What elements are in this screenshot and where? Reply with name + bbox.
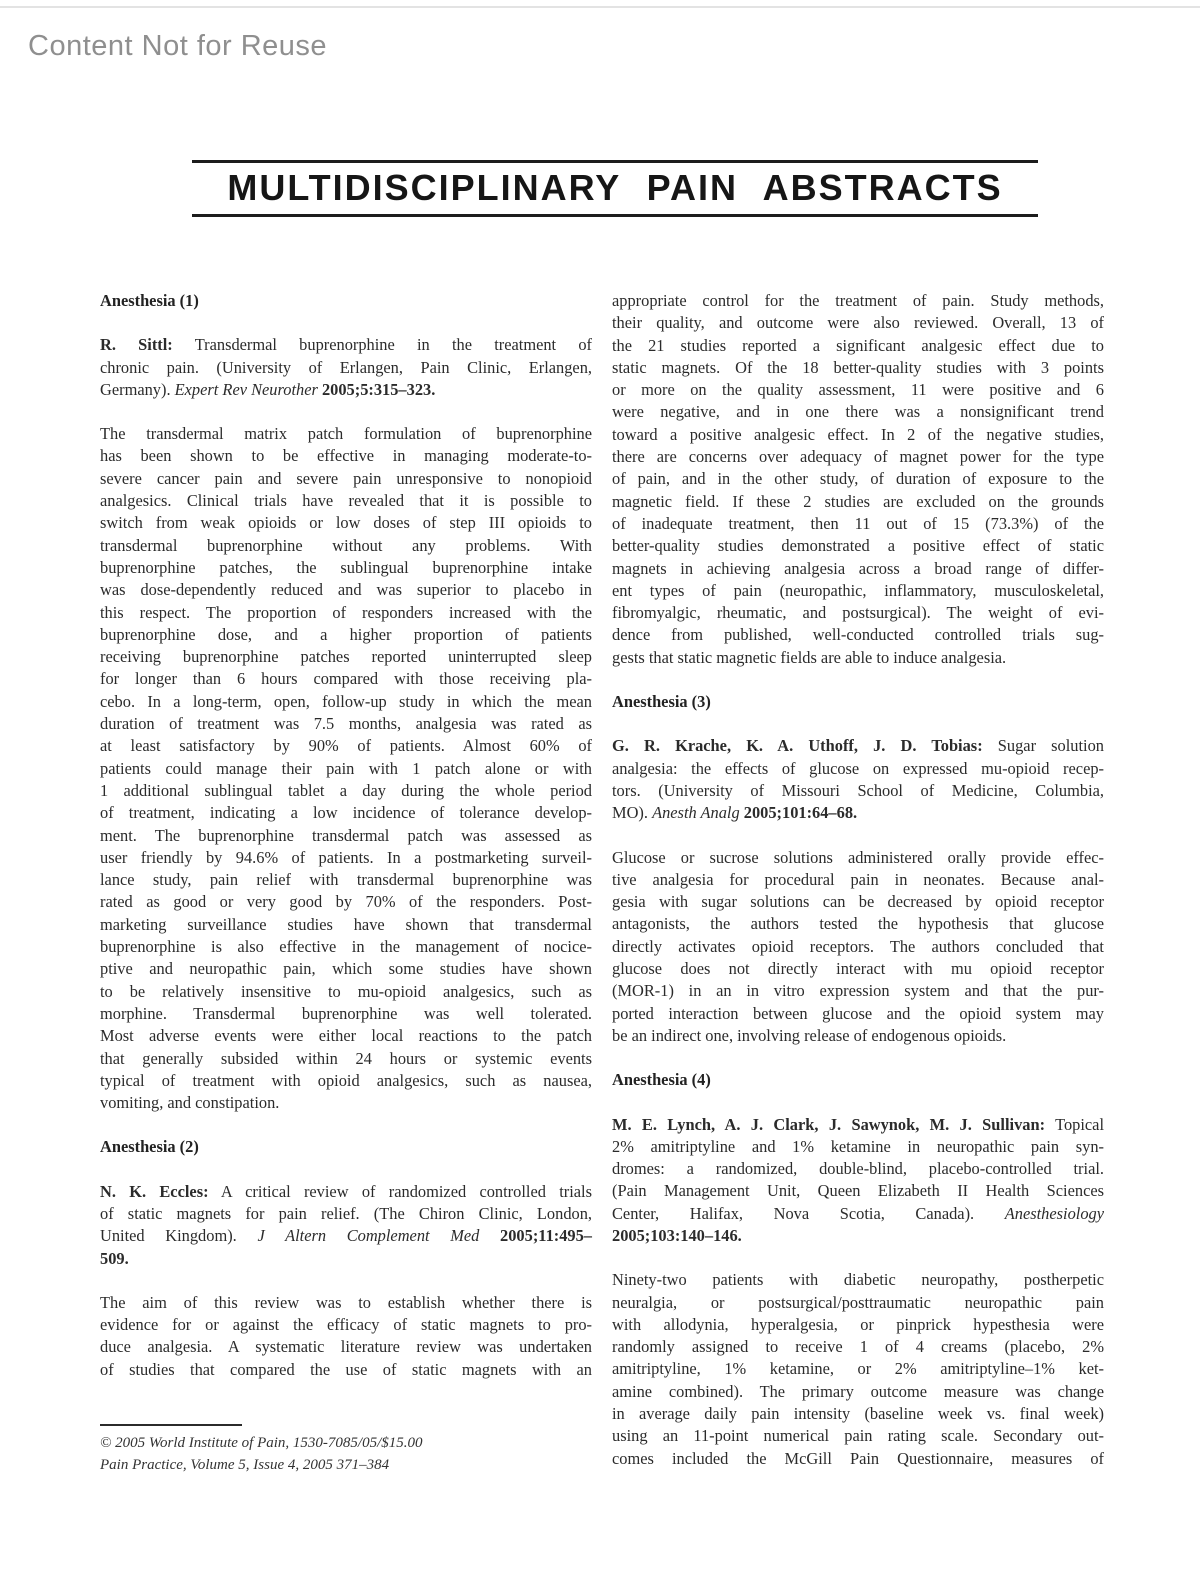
text-line: The aim of this review was to establish whether there is [100,1292,592,1312]
text-line: cebo. In a long-term, open, follow-up study in which the mean [100,691,592,711]
text-line: using an 11-point numerical pain rating scale. Secondary out- [612,1426,1104,1446]
text-line: marketing surveillance studies have shown that transdermal [100,914,592,934]
text-line: gesia with sugar solutions can be decreased by opioid receptor [612,892,1104,912]
text-line: receiving buprenorphine patches reported uninterrupted sleep [100,647,592,667]
text-line: lance study, pain relief with transdermal buprenorphine was [100,870,592,890]
paragraph [612,1269,1104,1470]
text-line: typical of treatment with opioid analgesics, such as nausea, [100,1070,592,1090]
text-line: antagonists, the authors tested the hypothesis that glucose [612,914,1104,934]
text-line: neuralgia, or postsurgical/posttraumatic neuropathic pain [612,1292,1104,1312]
title-rule-bottom [192,214,1038,217]
paragraph [100,1292,592,1381]
text-line: of treatment, indicating a low incidence of tolerance develop- [100,803,592,823]
paragraph [612,1114,1104,1248]
text-line: Center, Halifax, Nova Scotia, Canada). Anesthesiology [612,1203,1104,1223]
text-line: G. R. Krache, K. A. Uthoff, J. D. Tobias: Sugar solution [612,736,1104,756]
text-line: amitriptyline, 1% ketamine, or 2% amitriptyline–1% ket- [612,1359,1104,1379]
text-line: vomiting, and constipation. [100,1093,280,1113]
text-line: this respect. The proportion of responders increased with the [100,602,592,622]
paragraph [100,334,592,401]
text-line: analgesia: the effects of glucose on expressed mu-opioid recep- [612,758,1104,778]
text-line: evidence for or against the efficacy of static magnets to pro- [100,1315,592,1335]
text-line: The transdermal matrix patch formulation of buprenorphine [100,424,592,444]
text-line: static magnets. Of the 18 better-quality studies with 3 points [612,357,1104,377]
left-column [100,290,592,1381]
text-line: severe cancer pain and severe pain unresponsive to nonopioid [100,468,592,488]
text-line: duration of treatment was 7.5 months, analgesia was rated as [100,714,592,734]
text-line: R. Sittl: Transdermal buprenorphine in the treatment of [100,335,592,355]
text-line: buprenorphine is also effective in the management of nocice- [100,937,592,957]
text-line: toward a positive analgesic effect. In 2 of the negative studies, [612,424,1104,444]
text-line: chronic pain. (University of Erlangen, Pain Clinic, Erlangen, [100,357,592,377]
text-line: 2005;103:140–146. [612,1225,742,1245]
text-line: 509. [100,1248,129,1268]
footnote-rule [100,1424,242,1426]
section-heading: Anesthesia (2) [100,1137,199,1157]
text-line: was dose-dependently reduced and was superior to placebo in [100,580,592,600]
text-line: ptive and neuropathic pain, which some studies have shown [100,959,592,979]
text-line: in average daily pain intensity (baseline week vs. final week) [612,1404,1104,1424]
text-line: there are concerns over adequacy of magnet power for the type [612,447,1104,467]
text-line: of studies that compared the use of static magnets with an [100,1359,592,1379]
text-line: switch from weak opioids or low doses of step III opioids to [100,513,592,533]
text-line: of static magnets for pain relief. (The Chiron Clinic, London, [100,1203,592,1223]
text-line: to be relatively insensitive to mu-opioid analgesics, such as [100,981,592,1001]
text-line: MO). Anesth Analg 2005;101:64–68. [612,803,858,823]
text-line: magnetic field. If these 2 studies are excluded on the grounds [612,491,1104,511]
text-line: at least satisfactory by 90% of patients. Almost 60% of [100,736,592,756]
section-heading: Anesthesia (4) [612,1070,711,1090]
text-line: that generally subsided within 24 hours or systemic events [100,1048,592,1068]
paragraph [612,847,1104,1048]
text-line: M. E. Lynch, A. J. Clark, J. Sawynok, M. J. Sullivan: Topical [612,1114,1104,1134]
text-line: magnets in achieving analgesia across a broad range of differ- [612,558,1104,578]
title-banner [192,160,1038,217]
page-top-edge [0,6,1200,8]
text-line: 1 additional sublingual tablet a day during the whole period [100,780,592,800]
text-line: buprenorphine patches, the sublingual buprenorphine intake [100,557,592,577]
text-line: the 21 studies reported a significant analgesic effect due to [612,335,1104,355]
section-heading: Anesthesia (3) [612,692,711,712]
text-line: N. K. Eccles: A critical review of randomized controlled trials [100,1181,592,1201]
text-line: ment. The buprenorphine transdermal patch was assessed as [100,825,592,845]
text-line: their quality, and outcome were also reviewed. Overall, 13 of [612,313,1104,333]
paragraph [612,735,1104,824]
text-line: be an indirect one, involving release of endogenous opioids. [612,1025,1007,1045]
text-line: morphine. Transdermal buprenorphine was well tolerated. [100,1003,592,1023]
text-line: ent types of pain (neuropathic, inflammatory, musculoskeletal, [612,580,1104,600]
page-title: MULTIDISCIPLINARY PAIN ABSTRACTS [227,167,1003,208]
text-line: were negative, and in one there was a nonsignificant trend [612,402,1104,422]
text-line: user friendly by 94.6% of patients. In a postmarketing surveil- [100,847,592,867]
section-heading: Anesthesia (1) [100,291,199,310]
text-line: transdermal buprenorphine without any problems. With [100,535,592,555]
text-line: has been shown to be effective in managing moderate-to- [100,446,592,466]
paragraph [100,1181,592,1270]
text-line: randomly assigned to receive 1 of 4 creams (placebo, 2% [612,1337,1104,1357]
text-line: with allodynia, hyperalgesia, or pinprick hypesthesia were [612,1314,1104,1334]
text-line: better-quality studies demonstrated a positive effect of static [612,536,1104,556]
journal-line: Pain Practice, Volume 5, Issue 4, 2005 371–384 [100,1456,390,1473]
text-line: tors. (University of Missouri School of Medicine, Columbia, [612,780,1104,800]
text-line: (Pain Management Unit, Queen Elizabeth II Health Sciences [612,1181,1104,1201]
paragraph [100,423,592,1114]
text-line: comes included the McGill Pain Questionnaire, measures of [612,1448,1104,1468]
text-line: fibromyalgic, rheumatic, and postsurgical). The weight of evi- [612,603,1104,623]
text-line: ported interaction between glucose and the opioid system may [612,1003,1104,1023]
text-line: for longer than 6 hours compared with those receiving pla- [100,669,592,689]
text-line: gests that static magnetic fields are able to induce analgesia. [612,647,1007,667]
text-line: buprenorphine dose, and a higher proportion of patients [100,624,592,644]
text-line: (MOR-1) in an in vitro expression system and that the pur- [612,981,1104,1001]
text-line: of pain, and in the other study, of duration of exposure to the [612,469,1104,489]
text-line: directly activates opioid receptors. The authors concluded that [612,936,1104,956]
text-line: Most adverse events were either local reactions to the patch [100,1026,592,1046]
footnote [100,1424,423,1476]
text-line: Germany). Expert Rev Neurother 2005;5:315–323. [100,379,436,399]
text-line: glucose does not directly interact with mu opioid receptor [612,959,1104,979]
text-line: rated as good or very good by 70% of the responders. Post- [100,892,592,912]
text-line: of inadequate treatment, then 11 out of 15 (73.3%) of the [612,513,1104,533]
watermark-text: Content Not for Reuse [28,30,328,62]
paragraph [612,290,1104,669]
text-line: Glucose or sucrose solutions administered orally provide effec- [612,847,1104,867]
text-line: 2% amitriptyline and 1% ketamine in neuropathic pain syn- [612,1136,1104,1156]
text-line: United Kingdom). J Altern Complement Med 2005;11:495– [100,1226,593,1246]
text-line: or more on the quality assessment, 11 were positive and 6 [612,380,1104,400]
text-line: tive analgesia for procedural pain in neonates. Because anal- [612,869,1104,889]
text-line: analgesics. Clinical trials have revealed that it is possible to [100,491,592,511]
text-line: dromes: a randomized, double-blind, placebo-controlled trial. [612,1159,1104,1179]
text-line: Ninety-two patients with diabetic neuropathy, postherpetic [612,1270,1104,1290]
right-column [612,290,1104,1470]
text-line: dence from published, well-conducted controlled trials sug- [612,625,1104,645]
text-line: patients could manage their pain with 1 patch alone or with [100,758,592,778]
text-line: appropriate control for the treatment of pain. Study methods, [612,291,1104,310]
text-line: duce analgesia. A systematic literature review was undertaken [100,1337,592,1357]
text-line: amine combined). The primary outcome measure was change [612,1381,1104,1401]
copyright-line: © 2005 World Institute of Pain, 1530-7085/05/$15.00 [100,1435,423,1451]
